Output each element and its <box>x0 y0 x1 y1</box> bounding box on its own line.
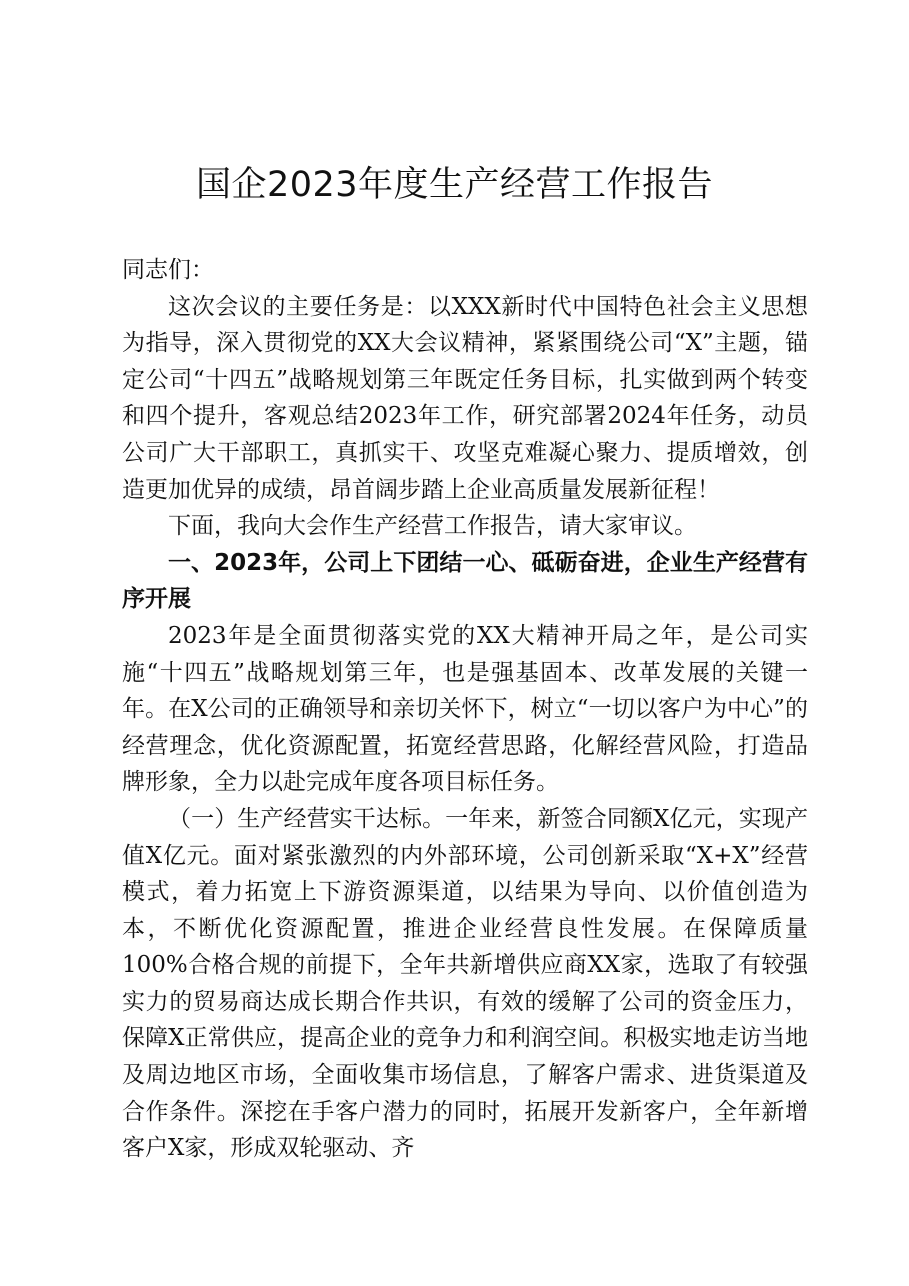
paragraph-intro: 这次会议的主要任务是：以XXX新时代中国特色社会主义思想为指导，深入贯彻党的XX大会议精神，紧紧围绕公司“X”主题，锚定公司“十四五”战略规划第三年既定任务目标，扎实做到两个转变和四个提升，客观总结2023年工作，研究部署2024年任务，动员公司广大干部职工，真抓实干、攻坚克难凝心聚力、提质增效，创造更加优异的成绩，昂首阔步踏上企业高质量发展新征程！ <box>122 293 808 503</box>
document-body <box>122 252 808 1167</box>
document-title: 国企2023年度生产经营工作报告 <box>195 165 714 205</box>
paragraph-report-intro: 下面，我向大会作生产经营工作报告，请大家审议。 <box>168 513 697 540</box>
section-paragraph-overview: 2023年是全面贯彻落实党的XX大精神开局之年，是公司实施“十四五”战略规划第三年，也是强基固本、改革发展的关键一年。在X公司的正确领导和亲切关怀下，树立“一切以客户为中心”的经营理念，优化资源配置，拓宽经营思路，化解经营风险，打造品牌形象，全力以赴完成年度各项目标任务。 <box>122 622 808 796</box>
salutation: 同志们： <box>122 257 214 283</box>
section-paragraph-production: （一）生产经营实干达标。一年来，新签合同额X亿元，实现产值X亿元。面对紧张激烈的内外部环境，公司创新采取“X+X”经营模式，着力拓宽上下游资源渠道，以结果为导向、以价值创造为本，不断优化资源配置，推进企业经营良性发展。在保障质量100%合格合规的前提下，全年共新增供应商XX家，选取了有较强实力的贸易商达成长期合作共识，有效的缓解了公司的资金压力，保障X正常供应，提高企业的竞争力和利润空间。积极实地走访当地及周边地区市场，全面收集市场信息，了解客户需求、进货渠道及合作条件。深挖在手客户潜力的同时，拓展开发新客户，全年新增客户X家，形成双轮驱动、齐 <box>122 805 808 1162</box>
section-heading: 一、2023年，公司上下团结一心、砥砺奋进，企业生产经营有序开展 <box>122 549 808 613</box>
